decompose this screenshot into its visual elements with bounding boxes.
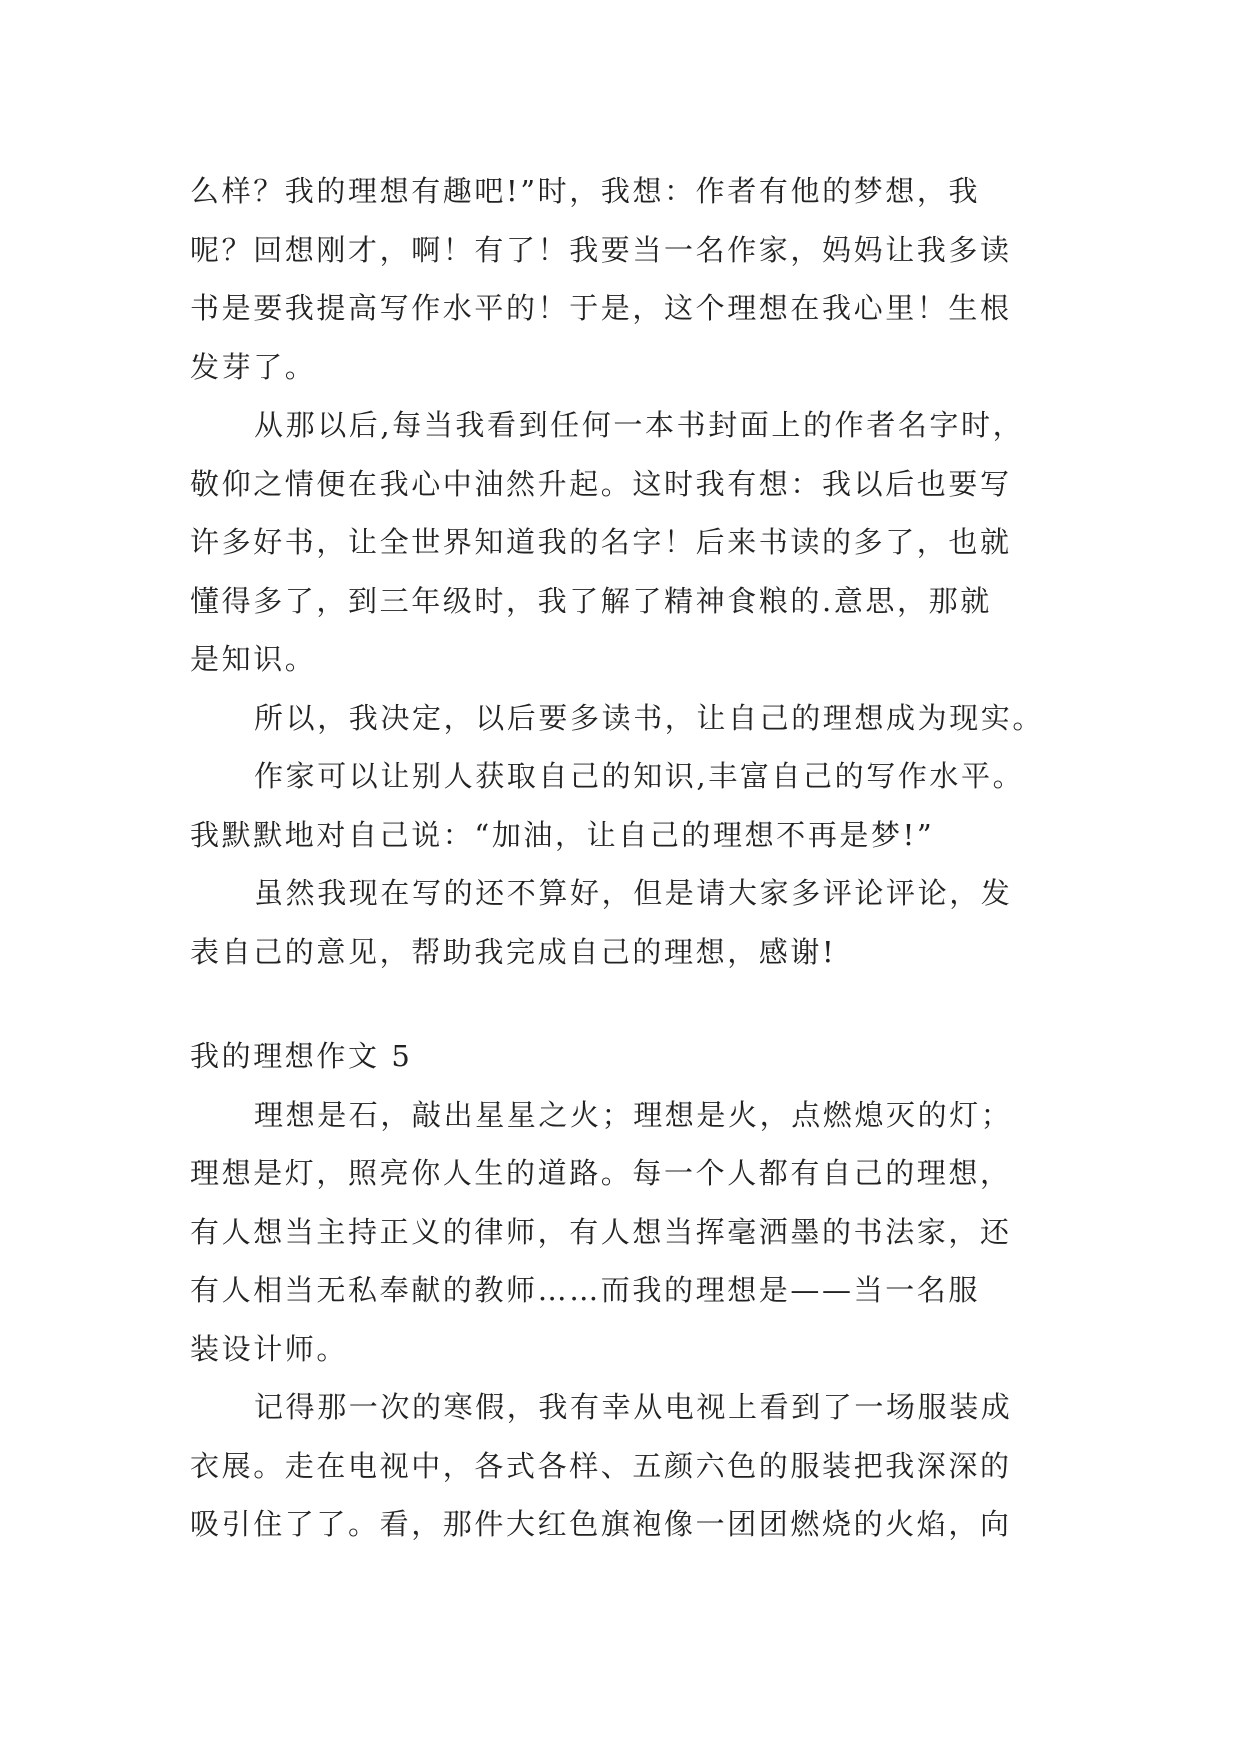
text-line: 虽然我现在写的还不算好，但是请大家多评论评论，发	[254, 876, 1013, 910]
text-line: 衣展。走在电视中，各式各样、五颜六色的服装把我深深的	[190, 1448, 1012, 1483]
paragraph-continuation	[190, 162, 1060, 396]
text-line: 发芽了。	[190, 349, 317, 384]
text-line: 是知识。	[190, 642, 317, 676]
paragraph	[190, 1086, 1060, 1379]
text-line: 么样？我的理想有趣吧!”时，我想：作者有他的梦想，我	[190, 174, 981, 208]
text-line: 记得那一次的寒假，我有幸从电视上看到了一场服装成	[254, 1390, 1013, 1424]
text-line: 有人想当主持正义的律师，有人想当挥毫洒墨的书法家，还	[190, 1214, 1012, 1249]
paragraph	[190, 689, 1060, 748]
text-line: 我默默地对自己说：“加油，让自己的理想不再是梦!”	[190, 817, 935, 852]
text-line: 理想是灯，照亮你人生的道路。每一个人都有自己的理想，	[190, 1156, 1012, 1190]
text-line: 呢？回想刚才，啊！有了！我要当一名作家，妈妈让我多读	[190, 232, 1012, 267]
text-line: 作家可以让别人获取自己的知识,丰富自己的写作水平。	[254, 759, 1025, 793]
text-line: 敬仰之情便在我心中油然升起。这时我有想：我以后也要写	[190, 466, 1012, 501]
text-line: 有人相当无私奉献的教师……而我的理想是——当一名服	[190, 1273, 981, 1307]
text-line: 理想是石，敲出星星之火；理想是火，点燃熄灭的灯；	[254, 1097, 1013, 1132]
document-body	[190, 162, 1060, 1554]
text-line: 所以，我决定，以后要多读书，让自己的理想成为现实。	[254, 700, 1045, 735]
paragraph	[190, 747, 1060, 864]
section-title: 我的理想作文 5	[190, 1039, 413, 1073]
text-line: 许多好书，让全世界知道我的名字！后来书读的多了，也就	[190, 525, 1012, 559]
text-line: 吸引住了了。看，那件大红色旗袍像一团团燃烧的火焰，向	[190, 1507, 1012, 1541]
text-line: 从那以后,每当我看到任何一本书封面上的作者名字时，	[254, 408, 1025, 442]
text-line: 书是要我提高写作水平的！于是，这个理想在我心里！生根	[190, 291, 1012, 325]
paragraph	[190, 1378, 1060, 1554]
paragraph	[190, 396, 1060, 689]
text-line: 装设计师。	[190, 1331, 349, 1366]
text-line: 懂得多了，到三年级时，我了解了精神食粮的.意思，那就	[190, 583, 992, 618]
text-line: 表自己的意见，帮助我完成自己的理想，感谢!	[190, 934, 837, 969]
paragraph	[190, 864, 1060, 981]
